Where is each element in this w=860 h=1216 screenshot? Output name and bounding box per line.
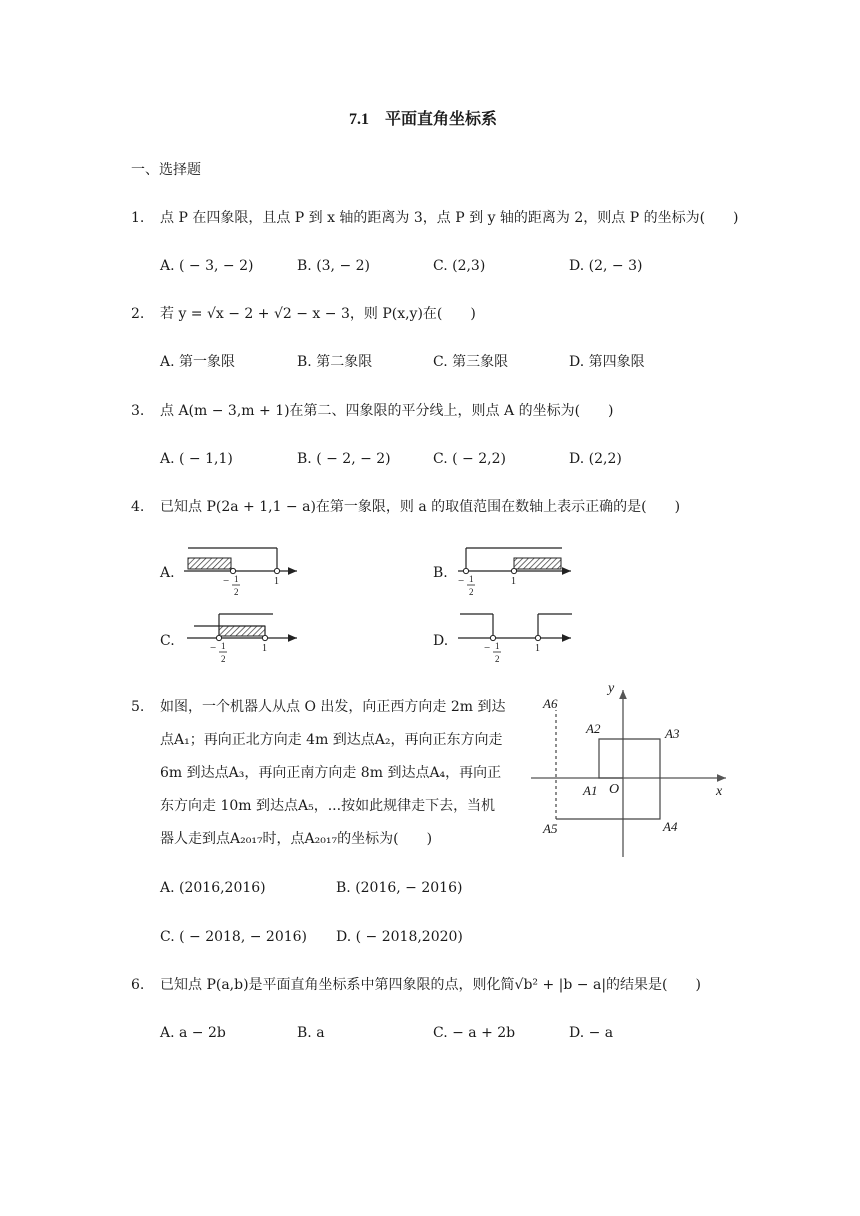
fig-y-label: y (608, 681, 615, 696)
q4-option-d-letter[interactable]: D. (433, 633, 449, 649)
q2-option-a[interactable]: A. 第一象限 (160, 354, 236, 370)
q6-number: 6. (131, 977, 145, 993)
q5-line-5: 器人走到点A₂₀₁₇时，点A₂₀₁₇的坐标为( ) (160, 831, 433, 847)
q4-option-c-letter[interactable]: C. (160, 633, 175, 649)
q1-number: 1. (131, 210, 145, 226)
q5-number: 5. (131, 699, 145, 715)
q5-line-1: 如图，一个机器人从点 O 出发，向正西方向走 2m 到达 (160, 699, 506, 715)
fig-a1-label: A1 (583, 783, 598, 798)
q3-number: 3. (131, 403, 145, 419)
q6-option-d[interactable]: D. − a (569, 1025, 614, 1041)
q1-stem: 点 P 在四象限，且点 P 到 x 轴的距离为 3，点 P 到 y 轴的距离为 2，则点 P 的坐标为( ) (160, 210, 739, 226)
q4a-tick-one: 1 (274, 576, 279, 587)
q4a-tick-den: 2 (234, 587, 239, 597)
q5-option-c[interactable]: C. ( − 2018, − 2016) (160, 929, 308, 945)
q4-option-a-letter[interactable]: A. (160, 565, 175, 581)
fig-a6-label: A6 (543, 696, 558, 711)
q4a-tick-num: 1 (234, 574, 239, 584)
q6-option-a[interactable]: A. a − 2b (160, 1025, 226, 1041)
q4b-tick-den: 2 (469, 587, 474, 597)
q1-option-c[interactable]: C. (2,3) (433, 258, 486, 274)
fig-x-label: x (716, 784, 723, 799)
q4c-tick-num: 1 (221, 641, 226, 651)
q4-number: 4. (131, 499, 145, 515)
q1-option-b[interactable]: B. (3, − 2) (297, 258, 371, 274)
q4b-tick-neg: − (458, 575, 465, 587)
q5-line-4: 东方向走 10m 到达点A₅，...按如此规律走下去，当机 (160, 798, 496, 814)
q4c-tick-one: 1 (262, 643, 267, 654)
q4d-tick-den: 2 (495, 654, 500, 664)
q5-option-a[interactable]: A. (2016,2016) (160, 880, 266, 896)
q3-option-b[interactable]: B. ( − 2, − 2) (297, 451, 391, 467)
q1-option-d[interactable]: D. (2, − 3) (569, 258, 643, 274)
q5-line-3: 6m 到达点A₃，再向正南方向走 8m 到达点A₄，再向正 (160, 765, 502, 781)
fig-origin-label: O (609, 782, 620, 797)
q5-option-b[interactable]: B. (2016, − 2016) (336, 880, 463, 896)
q6-option-b[interactable]: B. a (297, 1025, 325, 1041)
q4c-tick-den: 2 (221, 654, 226, 664)
q4d-tick-num: 1 (495, 641, 500, 651)
q6-option-c[interactable]: C. − a + 2b (433, 1025, 516, 1041)
q2-option-b[interactable]: B. 第二象限 (297, 354, 373, 370)
q4d-tick-one: 1 (535, 643, 540, 654)
q4c-tick-neg: − (210, 642, 217, 654)
q3-option-d[interactable]: D. (2,2) (569, 451, 622, 467)
fig-a4-label: A4 (663, 819, 678, 834)
q4a-tick-neg: − (223, 575, 230, 587)
q4d-tick-neg: − (484, 642, 491, 654)
q4-option-b-letter[interactable]: B. (433, 565, 448, 581)
q2-option-d[interactable]: D. 第四象限 (569, 354, 645, 370)
q1-option-a[interactable]: A. ( − 3, − 2) (160, 258, 254, 274)
fig-a3-label: A3 (665, 726, 680, 741)
q2-stem: 若 y = √x − 2 + √2 − x − 3，则 P(x,y)在( ) (160, 306, 476, 322)
q4b-tick-one: 1 (511, 576, 516, 587)
fig-a5-label: A5 (543, 821, 558, 836)
fig-a2-label: A2 (586, 721, 601, 736)
q2-option-c[interactable]: C. 第三象限 (433, 354, 509, 370)
section-heading: 一、选择题 (131, 162, 201, 178)
q4b-tick-num: 1 (469, 574, 474, 584)
page-title: 7.1 平面直角坐标系 (349, 111, 498, 128)
q4-stem: 已知点 P(2a + 1,1 − a)在第一象限，则 a 的取值范围在数轴上表示正确的是( ) (160, 499, 681, 515)
q6-stem: 已知点 P(a,b)是平面直角坐标系中第四象限的点，则化简√b² + |b − a|的结果是( ) (160, 977, 701, 993)
q5-line-2: 点A₁；再向正北方向走 4m 到达点A₂，再向正东方向走 (160, 732, 503, 748)
q2-number: 2. (131, 306, 145, 322)
q3-option-a[interactable]: A. ( − 1,1) (160, 451, 233, 467)
q5-option-d[interactable]: D. ( − 2018,2020) (336, 929, 463, 945)
q3-option-c[interactable]: C. ( − 2,2) (433, 451, 506, 467)
q3-stem: 点 A(m − 3,m + 1)在第二、四象限的平分线上，则点 A 的坐标为( ) (160, 403, 614, 419)
